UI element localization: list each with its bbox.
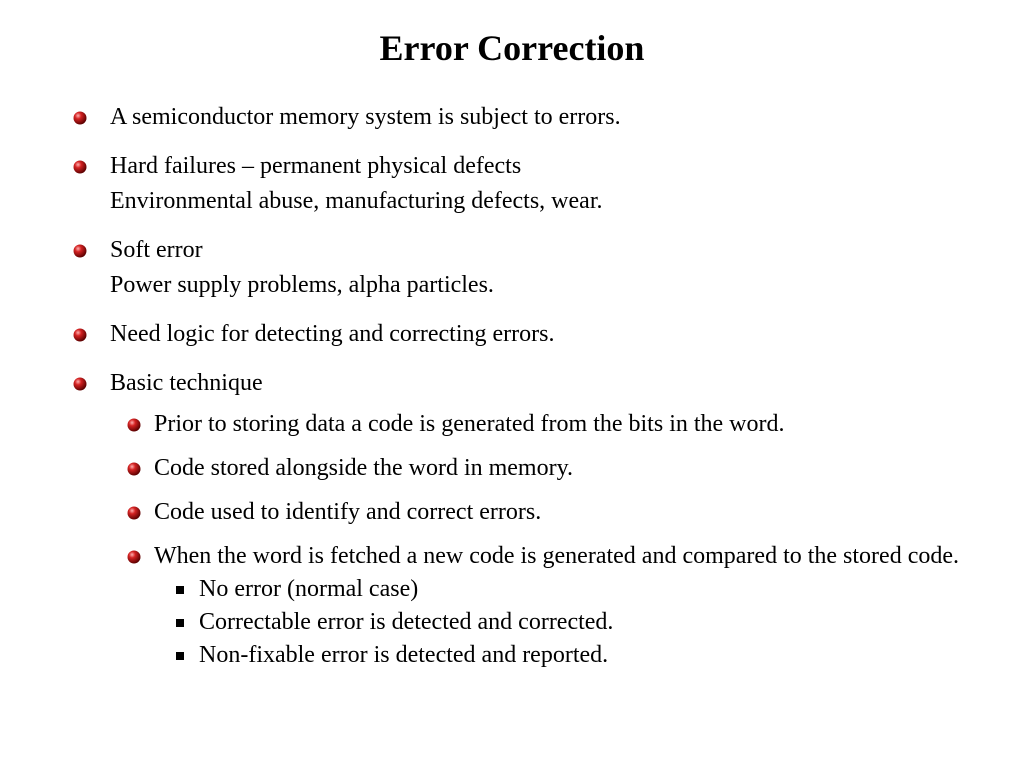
bullet-text: Need logic for detecting and correcting errors. — [110, 321, 555, 347]
bullet-text: Soft error — [110, 237, 203, 263]
sub-sub-bullet-text: Non-fixable error is detected and reported. — [199, 642, 609, 668]
red-sphere-bullet-icon — [127, 462, 141, 476]
red-sphere-bullet-icon — [73, 160, 87, 174]
sub-bullet-text: Prior to storing data a code is generated from the bits in the word. — [154, 411, 785, 437]
red-sphere-bullet-icon — [73, 244, 87, 258]
sub-bullet-item — [70, 539, 990, 574]
sub-bullet-item — [70, 495, 990, 530]
black-square-bullet-icon — [176, 619, 184, 627]
sub-sub-bullet-item — [70, 573, 990, 606]
bullet-text: A semiconductor memory system is subject to errors. — [110, 104, 621, 130]
bullet-item — [70, 317, 990, 352]
bullet-item — [70, 233, 990, 303]
red-sphere-bullet-icon — [127, 418, 141, 432]
sub-sub-bullet-item — [70, 606, 990, 639]
sub-bullet-list — [70, 407, 990, 574]
sub-bullet-item — [70, 451, 990, 486]
bullet-text-continuation: Power supply problems, alpha particles. — [110, 272, 494, 298]
red-sphere-bullet-icon — [73, 328, 87, 342]
red-sphere-bullet-icon — [73, 377, 87, 391]
sub-sub-bullet-text: Correctable error is detected and corrected. — [199, 609, 614, 635]
bullet-item — [70, 149, 990, 219]
sub-sub-bullet-text: No error (normal case) — [199, 576, 419, 602]
black-square-bullet-icon — [176, 586, 184, 594]
sub-bullet-text: Code used to identify and correct errors. — [154, 499, 542, 525]
sub-bullet-text: When the word is fetched a new code is generated and compared to the stored code. — [154, 543, 960, 569]
sub-bullet-text: Code stored alongside the word in memory. — [154, 455, 574, 481]
slide-title: Error Correction — [379, 28, 645, 68]
bullet-item — [70, 100, 990, 135]
bullet-text: Hard failures – permanent physical defects — [110, 153, 522, 179]
sub-sub-bullet-list — [70, 573, 990, 672]
bullet-text-continuation: Environmental abuse, manufacturing defects, wear. — [110, 188, 603, 214]
sub-sub-bullet-item — [70, 639, 990, 672]
sub-bullet-item — [70, 407, 990, 442]
red-sphere-bullet-icon — [127, 550, 141, 564]
red-sphere-bullet-icon — [73, 111, 87, 125]
red-sphere-bullet-icon — [127, 506, 141, 520]
bullet-list — [70, 100, 990, 672]
bullet-text: Basic technique — [110, 370, 263, 396]
black-square-bullet-icon — [176, 652, 184, 660]
bullet-item — [70, 366, 990, 401]
